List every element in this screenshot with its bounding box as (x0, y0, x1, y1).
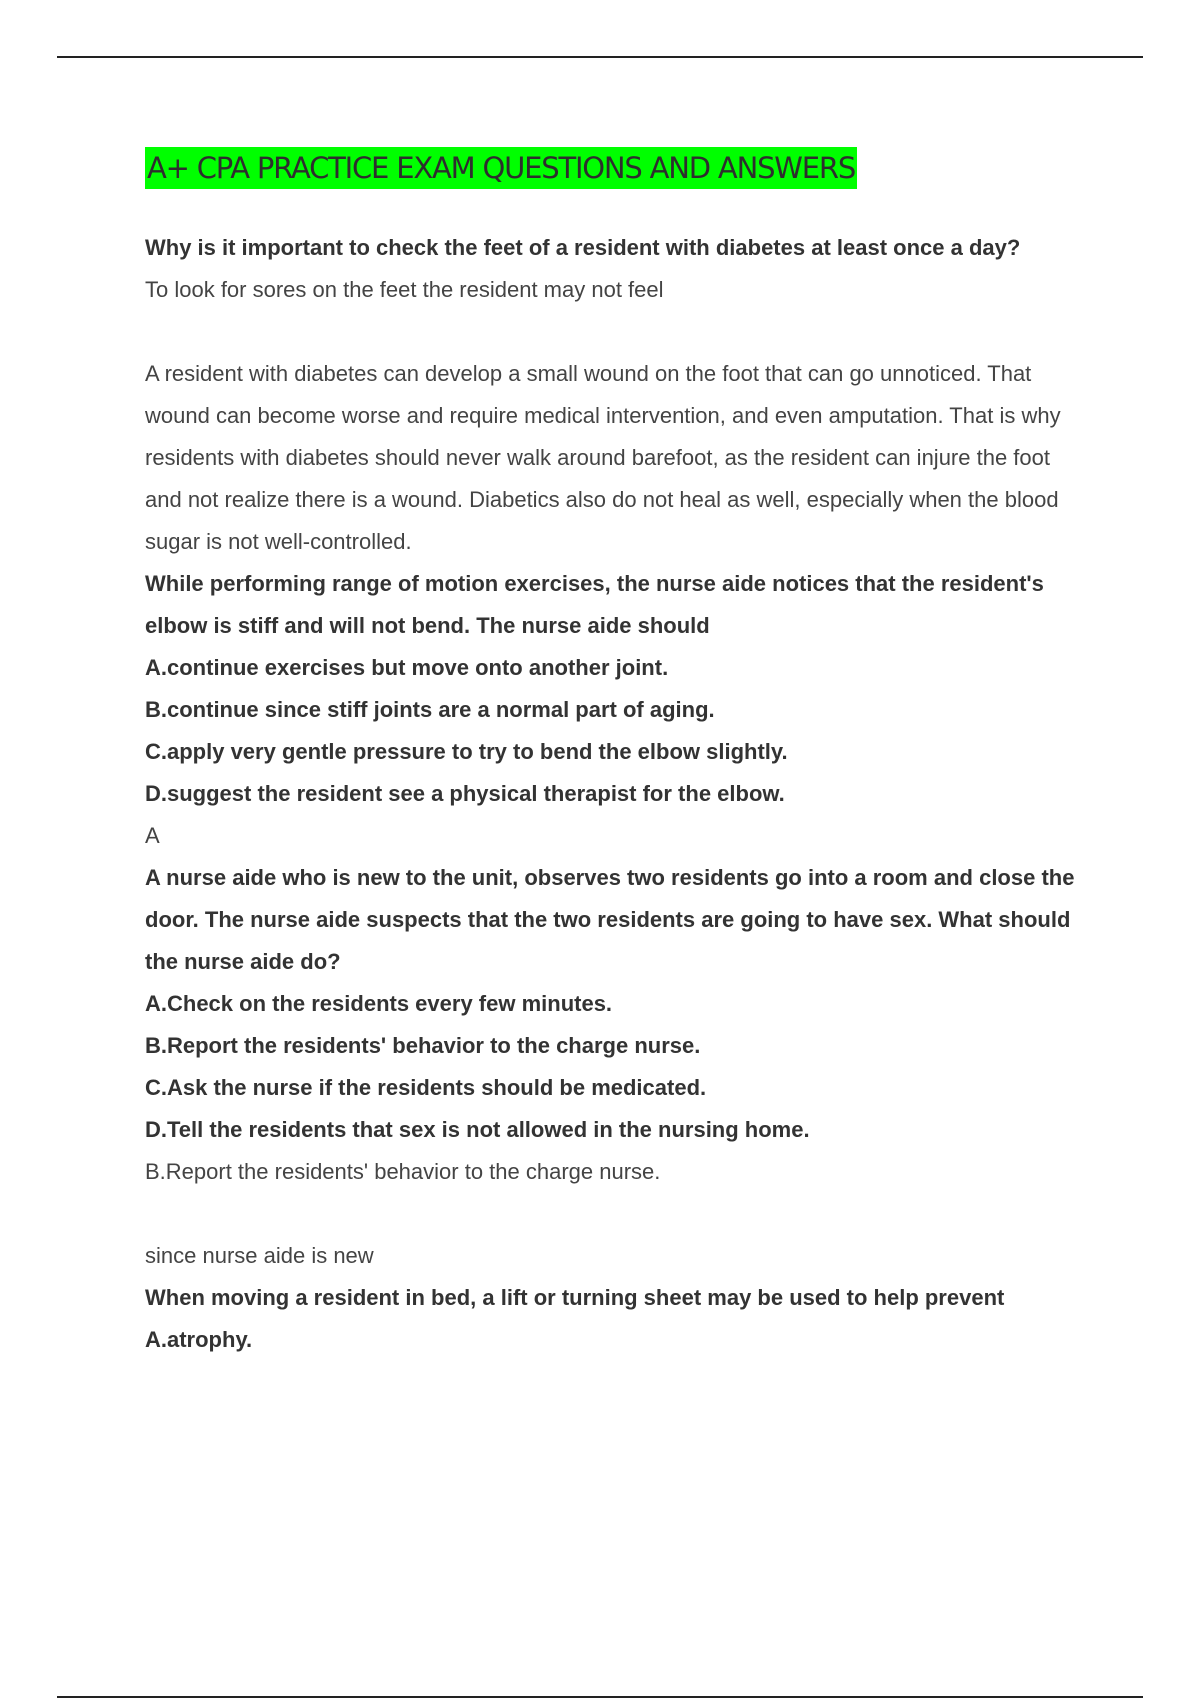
answer-3: B.Report the residents' behavior to the charge nurse. (145, 1159, 661, 1184)
question-3-option-d: D.Tell the residents that sex is not allowed in the nursing home. (145, 1117, 810, 1142)
document-body (145, 227, 1085, 1361)
question-2-option-a: A.continue exercises but move onto another joint. (145, 655, 669, 680)
question-3-option-c: C.Ask the nurse if the residents should be medicated. (145, 1075, 707, 1100)
top-rule (57, 56, 1143, 58)
question-2-option-c: C.apply very gentle pressure to try to bend the elbow slightly. (145, 739, 788, 764)
question-3: A nurse aide who is new to the unit, observes two residents go into a room and close the door. The nurse aide suspects that the two residents are going to have sex. What should the nurse aide do? (145, 865, 1075, 974)
answer-1: To look for sores on the feet the resident may not feel (145, 277, 664, 302)
question-2-option-b: B.continue since stiff joints are a normal part of aging. (145, 697, 715, 722)
question-3-option-a: A.Check on the residents every few minutes. (145, 991, 613, 1016)
question-2: While performing range of motion exercises, the nurse aide notices that the resident's elbow is stiff and will not bend. The nurse aide should (145, 571, 1044, 638)
bottom-rule (57, 1696, 1143, 1698)
spacer (145, 1193, 1085, 1235)
spacer (145, 311, 1085, 353)
explanation-1: A resident with diabetes can develop a small wound on the foot that can go unnoticed. That wound can become worse and require medical intervention, and even amputation. That is why residents with diabetes should never walk around barefoot, as the resident can injure the foot and not realize there is a wound. Diabetics also do not heal as well, especially when the blood sugar is not well-controlled. (145, 361, 1061, 554)
question-2-option-d: D.suggest the resident see a physical therapist for the elbow. (145, 781, 785, 806)
title-block (145, 147, 857, 189)
question-1: Why is it important to check the feet of a resident with diabetes at least once a day? (145, 235, 1021, 260)
answer-2: A (145, 823, 160, 848)
document-title: A+ CPA PRACTICE EXAM QUESTIONS AND ANSWERS (145, 147, 857, 189)
explanation-3: since nurse aide is new (145, 1243, 374, 1268)
question-3-option-b: B.Report the residents' behavior to the charge nurse. (145, 1033, 701, 1058)
question-4: When moving a resident in bed, a lift or turning sheet may be used to help prevent (145, 1285, 1005, 1310)
question-4-option-a: A.atrophy. (145, 1327, 253, 1352)
